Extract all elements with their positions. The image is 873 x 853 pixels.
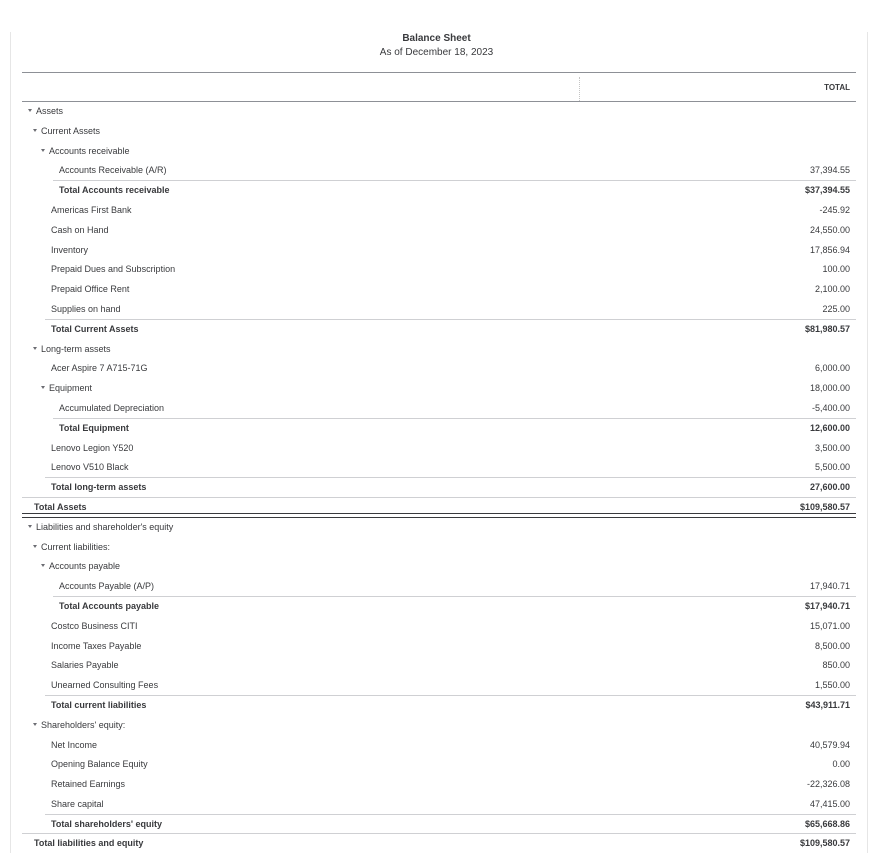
row-divider: [45, 814, 856, 815]
row-label[interactable]: [28, 101, 63, 121]
row-label-text: Net Income: [51, 739, 98, 750]
row-label-text: Total Current Assets: [51, 323, 139, 334]
row-amount[interactable]: 18,000.00: [809, 383, 850, 394]
row-amount[interactable]: $43,911.71: [805, 699, 850, 710]
column-resize-handle[interactable]: [579, 77, 580, 101]
row-label-text: Long-term assets: [41, 343, 111, 354]
row-label-text: Accounts receivable: [49, 145, 130, 156]
section-row[interactable]: [22, 101, 856, 121]
row-label[interactable]: [33, 121, 100, 141]
row-label-text: Equipment: [49, 383, 93, 394]
account-row[interactable]: [22, 220, 856, 240]
row-label-text: Accounts payable: [49, 561, 121, 572]
account-row[interactable]: [22, 774, 856, 794]
row-amount[interactable]: $109,580.57: [799, 501, 850, 512]
row-amount[interactable]: 6,000.00: [814, 363, 850, 374]
row-amount[interactable]: $81,980.57: [804, 323, 850, 334]
row-amount[interactable]: 0.00: [832, 759, 850, 770]
row-label: [51, 200, 132, 220]
account-row[interactable]: [22, 259, 856, 279]
row-label: [34, 497, 87, 517]
row-label[interactable]: [28, 517, 173, 537]
collapse-caret-icon[interactable]: [28, 109, 32, 112]
row-amount[interactable]: 37,394.55: [809, 165, 850, 176]
collapse-caret-icon[interactable]: [33, 347, 37, 350]
row-label: [59, 596, 159, 616]
account-row[interactable]: [22, 200, 856, 220]
account-row[interactable]: [22, 240, 856, 260]
row-label[interactable]: [33, 537, 110, 557]
account-row[interactable]: [22, 398, 856, 418]
account-row[interactable]: [22, 636, 856, 656]
account-row[interactable]: [22, 754, 856, 774]
row-label[interactable]: [41, 378, 92, 398]
row-label-text: Income Taxes Payable: [51, 640, 142, 651]
row-label-text: Inventory: [51, 244, 89, 255]
section-row[interactable]: [22, 556, 856, 576]
row-label: [59, 418, 129, 438]
row-divider: [45, 319, 856, 320]
row-label-text: Retained Earnings: [51, 779, 126, 790]
row-label: [59, 180, 170, 200]
row-label: [51, 735, 97, 755]
total-row[interactable]: [22, 180, 856, 200]
collapse-caret-icon[interactable]: [41, 564, 45, 567]
column-header-total[interactable]: TOTAL: [824, 83, 850, 92]
row-amount[interactable]: 100.00: [822, 264, 850, 275]
account-row[interactable]: [22, 576, 856, 596]
row-label-text: Acer Aspire 7 A715-71G: [51, 363, 148, 374]
row-amount[interactable]: 24,550.00: [809, 224, 850, 235]
row-label: [51, 636, 141, 656]
row-amount[interactable]: $109,580.57: [799, 838, 850, 849]
row-label: [51, 299, 121, 319]
row-label-text: Share capital: [51, 798, 104, 809]
row-amount[interactable]: 3,500.00: [814, 442, 850, 453]
column-header-row: [22, 72, 856, 102]
collapse-caret-icon[interactable]: [33, 723, 37, 726]
account-row[interactable]: [22, 616, 856, 636]
row-label-text: Shareholders' equity:: [41, 719, 126, 730]
row-label: [59, 576, 154, 596]
report-date: As of December 18, 2023: [379, 47, 494, 58]
section-row[interactable]: [22, 339, 856, 359]
row-label-text: Opening Balance Equity: [51, 759, 148, 770]
collapse-caret-icon[interactable]: [33, 545, 37, 548]
row-label-text: Lenovo V510 Black: [51, 462, 129, 473]
account-row[interactable]: [22, 457, 856, 477]
row-label: [51, 616, 138, 636]
row-amount[interactable]: 27,600.00: [809, 482, 850, 493]
report-header: [0, 33, 873, 60]
row-amount[interactable]: $65,668.86: [804, 818, 850, 829]
row-label: [59, 398, 164, 418]
total-row[interactable]: [22, 596, 856, 616]
section-row[interactable]: [22, 537, 856, 557]
row-label: [51, 814, 162, 834]
row-amount[interactable]: $17,940.71: [804, 600, 850, 611]
row-amount[interactable]: 1,550.00: [814, 680, 850, 691]
row-label-text: Total liabilities and equity: [34, 838, 144, 849]
row-divider: [53, 180, 856, 181]
row-label-text: Lenovo Legion Y520: [51, 442, 134, 453]
row-label: [51, 754, 148, 774]
total-row[interactable]: [22, 418, 856, 438]
total-row[interactable]: [22, 497, 856, 517]
row-label: [51, 358, 148, 378]
row-label: [51, 319, 139, 339]
row-label: [51, 438, 133, 458]
account-row[interactable]: [22, 279, 856, 299]
account-row[interactable]: [22, 438, 856, 458]
row-label-text: Total Accounts receivable: [59, 185, 170, 196]
total-row[interactable]: [22, 814, 856, 834]
row-label-text: Cash on Hand: [51, 224, 109, 235]
account-row[interactable]: [22, 794, 856, 814]
row-label-text: Accounts Payable (A/P): [59, 581, 155, 592]
row-label: [51, 220, 109, 240]
collapse-caret-icon[interactable]: [41, 149, 45, 152]
row-label-text: Costco Business CITI: [51, 620, 138, 631]
row-label-text: Current Assets: [41, 125, 101, 136]
row-amount[interactable]: 47,415.00: [809, 798, 850, 809]
row-label: [34, 833, 143, 853]
row-label-text: Total current liabilities: [51, 699, 147, 710]
account-row[interactable]: [22, 675, 856, 695]
row-label-text: Unearned Consulting Fees: [51, 680, 159, 691]
row-amount[interactable]: 17,856.94: [809, 244, 850, 255]
row-divider: [45, 695, 856, 696]
row-label-text: Current liabilities:: [41, 541, 111, 552]
row-label-text: Total long-term assets: [51, 482, 147, 493]
row-label: [51, 794, 104, 814]
row-amount[interactable]: 40,579.94: [809, 739, 850, 750]
row-label-text: Prepaid Dues and Subscription: [51, 264, 176, 275]
collapse-caret-icon[interactable]: [28, 525, 32, 528]
report-rows: [22, 101, 856, 853]
row-divider: [22, 497, 856, 498]
row-label: [51, 259, 175, 279]
section-row[interactable]: [22, 715, 856, 735]
row-label: [51, 240, 88, 260]
section-row[interactable]: [22, 517, 856, 537]
row-amount[interactable]: 17,940.71: [809, 581, 850, 592]
row-divider: [22, 833, 856, 834]
row-divider: [53, 596, 856, 597]
row-divider: [53, 418, 856, 419]
row-label: [51, 279, 129, 299]
account-row[interactable]: [22, 160, 856, 180]
row-label-text: Total shareholders' equity: [51, 818, 162, 829]
collapse-caret-icon[interactable]: [33, 129, 37, 132]
row-label[interactable]: [41, 556, 120, 576]
total-row[interactable]: [22, 319, 856, 339]
row-label: [51, 457, 129, 477]
row-label[interactable]: [33, 715, 125, 735]
row-amount[interactable]: 850.00: [822, 660, 850, 671]
row-label: [51, 774, 125, 794]
row-amount[interactable]: 8,500.00: [814, 640, 850, 651]
row-amount[interactable]: 5,500.00: [814, 462, 850, 473]
row-label-text: Total Equipment: [59, 422, 129, 433]
report-title: Balance Sheet: [402, 33, 471, 44]
row-divider: [45, 477, 856, 478]
row-label: [51, 695, 146, 715]
row-amount[interactable]: $37,394.55: [804, 185, 850, 196]
row-label-text: Accounts Receivable (A/R): [59, 165, 167, 176]
row-amount[interactable]: -5,400.00: [811, 402, 850, 413]
row-amount[interactable]: 12,600.00: [809, 422, 850, 433]
row-label: [51, 675, 158, 695]
row-amount[interactable]: 225.00: [822, 303, 850, 314]
row-label-text: Total Assets: [34, 501, 87, 512]
row-label[interactable]: [41, 141, 130, 161]
row-label: [59, 160, 167, 180]
section-row[interactable]: [22, 121, 856, 141]
total-row[interactable]: [22, 833, 856, 853]
row-label-text: Salaries Payable: [51, 660, 119, 671]
section-row[interactable]: [22, 141, 856, 161]
row-label-text: Supplies on hand: [51, 303, 121, 314]
row-label-text: Total Accounts payable: [59, 600, 160, 611]
row-label-text: Prepaid Office Rent: [51, 284, 130, 295]
total-row[interactable]: [22, 695, 856, 715]
row-amount[interactable]: 15,071.00: [809, 620, 850, 631]
row-label-text: Liabilities and shareholder's equity: [36, 521, 174, 532]
row-label: [51, 477, 146, 497]
row-label-text: Assets: [36, 106, 64, 116]
row-label: [51, 655, 119, 675]
row-amount[interactable]: -245.92: [819, 204, 850, 215]
row-amount[interactable]: -22,326.08: [806, 779, 850, 790]
section-row[interactable]: [22, 378, 856, 398]
account-row[interactable]: [22, 735, 856, 755]
row-amount[interactable]: 2,100.00: [814, 284, 850, 295]
total-row[interactable]: [22, 477, 856, 497]
collapse-caret-icon[interactable]: [41, 386, 45, 389]
row-label-text: Americas First Bank: [51, 204, 132, 215]
account-row[interactable]: [22, 299, 856, 319]
row-label[interactable]: [33, 339, 111, 359]
row-label-text: Accumulated Depreciation: [59, 402, 165, 413]
account-row[interactable]: [22, 655, 856, 675]
account-row[interactable]: [22, 358, 856, 378]
